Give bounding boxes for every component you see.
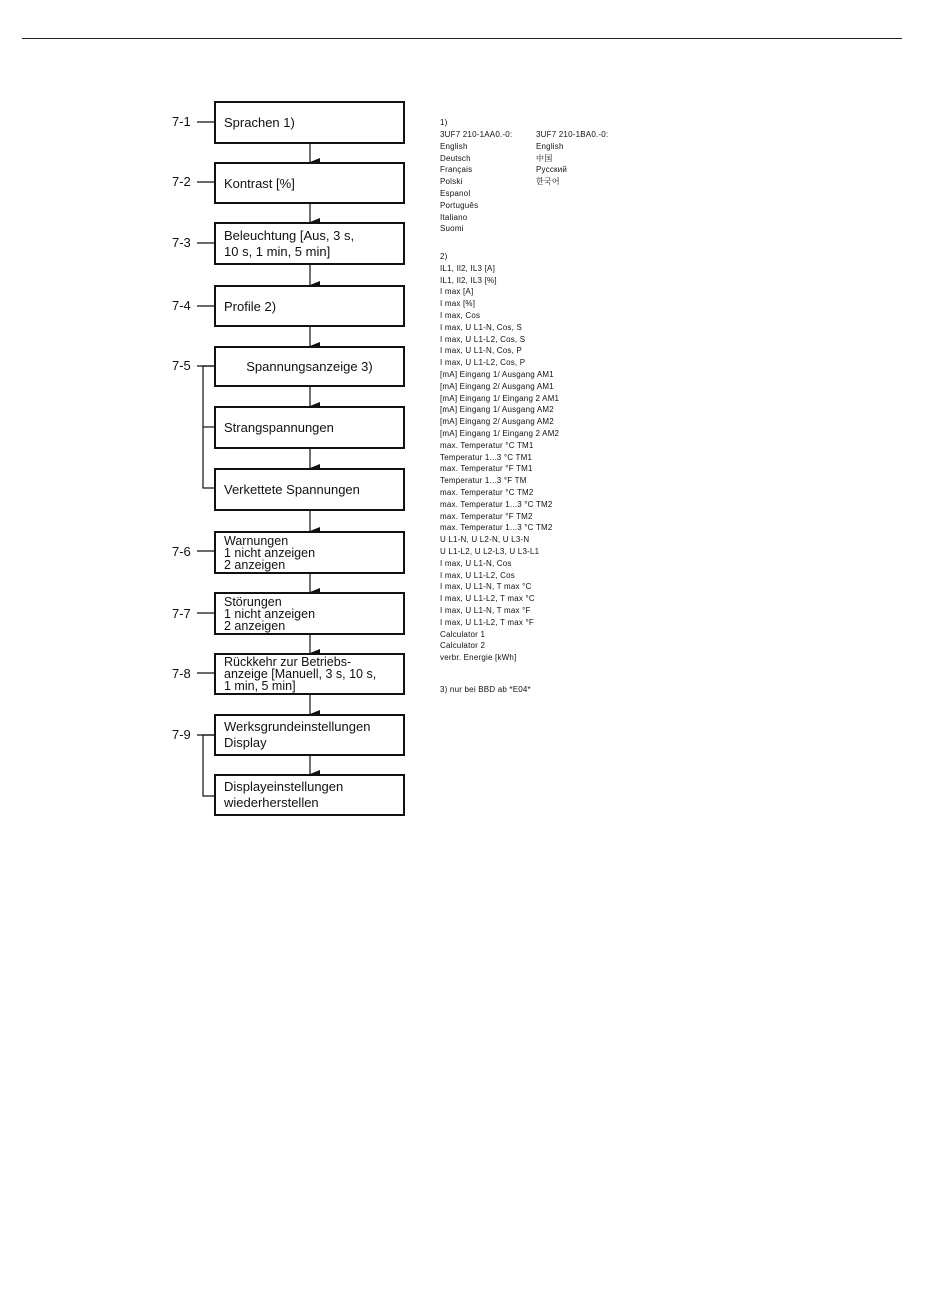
profile-item: max. Temperatur 1...3 °C TM2 bbox=[440, 523, 553, 533]
box-profile: Profile 2) bbox=[214, 285, 405, 327]
profile-item: [mA] Eingang 1/ Eingang 2 AM1 bbox=[440, 393, 560, 403]
profile-item: I max, U L1-N, Cos, S bbox=[440, 322, 522, 332]
step-label-7-1: 7-1 bbox=[172, 114, 191, 129]
profile-item: Calculator 1 bbox=[440, 629, 486, 639]
language-item: Suomi bbox=[440, 224, 464, 234]
profile-item: max. Temperatur 1...3 °C TM2 bbox=[440, 499, 553, 509]
language-item: 中国 bbox=[536, 153, 553, 163]
language-item: Português bbox=[440, 200, 479, 210]
profile-item: I max, U L1-N, T max °C bbox=[440, 582, 532, 592]
note-1-col-1-header: 3UF7 210-1AA0.-0: bbox=[440, 130, 513, 139]
step-label-7-6: 7-6 bbox=[172, 544, 191, 559]
profile-item: [mA] Eingang 2/ Ausgang AM1 bbox=[440, 381, 554, 391]
step-label-7-2: 7-2 bbox=[172, 174, 191, 189]
step-label-7-7: 7-7 bbox=[172, 606, 191, 621]
box-beleuchtung: Beleuchtung [Aus, 3 s, 10 s, 1 min, 5 min] bbox=[214, 222, 405, 265]
profile-item: I max, U L1-L2, Cos bbox=[440, 570, 515, 580]
step-label-7-4: 7-4 bbox=[172, 298, 191, 313]
box-rueckkehr: Rückkehr zur Betriebs- anzeige [Manuell, 3 s, 10 s, 1 min, 5 min] bbox=[214, 653, 405, 695]
profile-item: I max, Cos bbox=[440, 310, 481, 320]
step-label-7-9: 7-9 bbox=[172, 727, 191, 742]
profile-item: Temperatur 1...3 °F TM bbox=[440, 476, 527, 486]
profile-item: I max [A] bbox=[440, 287, 474, 297]
box-spannungsanzeige: Spannungsanzeige 3) bbox=[214, 346, 405, 387]
profile-item: I max, U L1-L2, T max °F bbox=[440, 617, 534, 627]
language-item: Espanol bbox=[440, 188, 471, 198]
language-item: English bbox=[536, 141, 564, 151]
profile-item: I max, U L1-N, Cos, P bbox=[440, 346, 522, 356]
profile-item: [mA] Eingang 2/ Ausgang AM2 bbox=[440, 417, 554, 427]
step-label-7-5: 7-5 bbox=[172, 358, 191, 373]
box-displayeinstellungen: Displayeinstellungen wiederherstellen bbox=[214, 774, 405, 816]
profile-item: [mA] Eingang 1/ Ausgang AM1 bbox=[440, 369, 554, 379]
profile-item: max. Temperatur °C TM2 bbox=[440, 487, 534, 497]
note-1-col-2-header: 3UF7 210-1BA0.-0: bbox=[536, 130, 609, 139]
profile-item: max. Temperatur °C TM1 bbox=[440, 440, 534, 450]
box-sprachen: Sprachen 1) bbox=[214, 101, 405, 144]
note-1-col-2 bbox=[536, 129, 608, 188]
note-2-list bbox=[440, 263, 559, 664]
profile-item: [mA] Eingang 1/ Ausgang AM2 bbox=[440, 405, 554, 415]
profile-item: U L1-N, U L2-N, U L3-N bbox=[440, 535, 530, 545]
note-1 bbox=[440, 117, 448, 129]
profile-item: max. Temperatur °F TM1 bbox=[440, 464, 533, 474]
language-item: English bbox=[440, 141, 468, 151]
box-warnungen: Warnungen 1 nicht anzeigen 2 anzeigen bbox=[214, 531, 405, 574]
profile-item: I max, U L1-N, T max °F bbox=[440, 605, 531, 615]
note-3 bbox=[440, 684, 531, 696]
profile-item: Calculator 2 bbox=[440, 641, 486, 651]
box-verkettete-spannungen: Verkettete Spannungen bbox=[214, 468, 405, 511]
profile-item: IL1, Il2, IL3 [%] bbox=[440, 275, 497, 285]
profile-item: I max, U L1-N, Cos bbox=[440, 558, 512, 568]
note-2 bbox=[440, 251, 559, 664]
language-item: Deutsch bbox=[440, 153, 471, 163]
note-3-text: 3) nur bei BBD ab *E04* bbox=[440, 685, 531, 694]
note-1-col-1 bbox=[440, 129, 512, 235]
profile-item: I max, U L1-L2, Cos, P bbox=[440, 358, 526, 368]
step-label-7-3: 7-3 bbox=[172, 235, 191, 250]
language-item: 한국어 bbox=[536, 177, 560, 187]
profile-item: verbr. Energie [kWh] bbox=[440, 653, 517, 663]
language-item: Polski bbox=[440, 177, 463, 187]
box-stoerungen: Störungen 1 nicht anzeigen 2 anzeigen bbox=[214, 592, 405, 635]
language-item: Русский bbox=[536, 165, 568, 175]
language-item: Français bbox=[440, 165, 473, 175]
note-2-marker: 2) bbox=[440, 252, 448, 261]
note-1-marker: 1) bbox=[440, 118, 448, 127]
profile-item: I max, U L1-L2, Cos, S bbox=[440, 334, 526, 344]
profile-item: max. Temperatur °F TM2 bbox=[440, 511, 533, 521]
profile-item: I max, U L1-L2, T max °C bbox=[440, 594, 535, 604]
box-kontrast: Kontrast [%] bbox=[214, 162, 405, 204]
profile-item: IL1, Il2, IL3 [A] bbox=[440, 263, 495, 273]
profile-item: U L1-L2, U L2-L3, U L3-L1 bbox=[440, 546, 540, 556]
profile-item: [mA] Eingang 1/ Eingang 2 AM2 bbox=[440, 428, 560, 438]
language-item: Italiano bbox=[440, 212, 468, 222]
box-werksgrundeinstellungen: Werksgrundeinstellungen Display bbox=[214, 714, 405, 756]
step-label-7-8: 7-8 bbox=[172, 666, 191, 681]
profile-item: Temperatur 1...3 °C TM1 bbox=[440, 452, 533, 462]
box-strangspannungen: Strangspannungen bbox=[214, 406, 405, 449]
profile-item: I max [%] bbox=[440, 299, 476, 309]
